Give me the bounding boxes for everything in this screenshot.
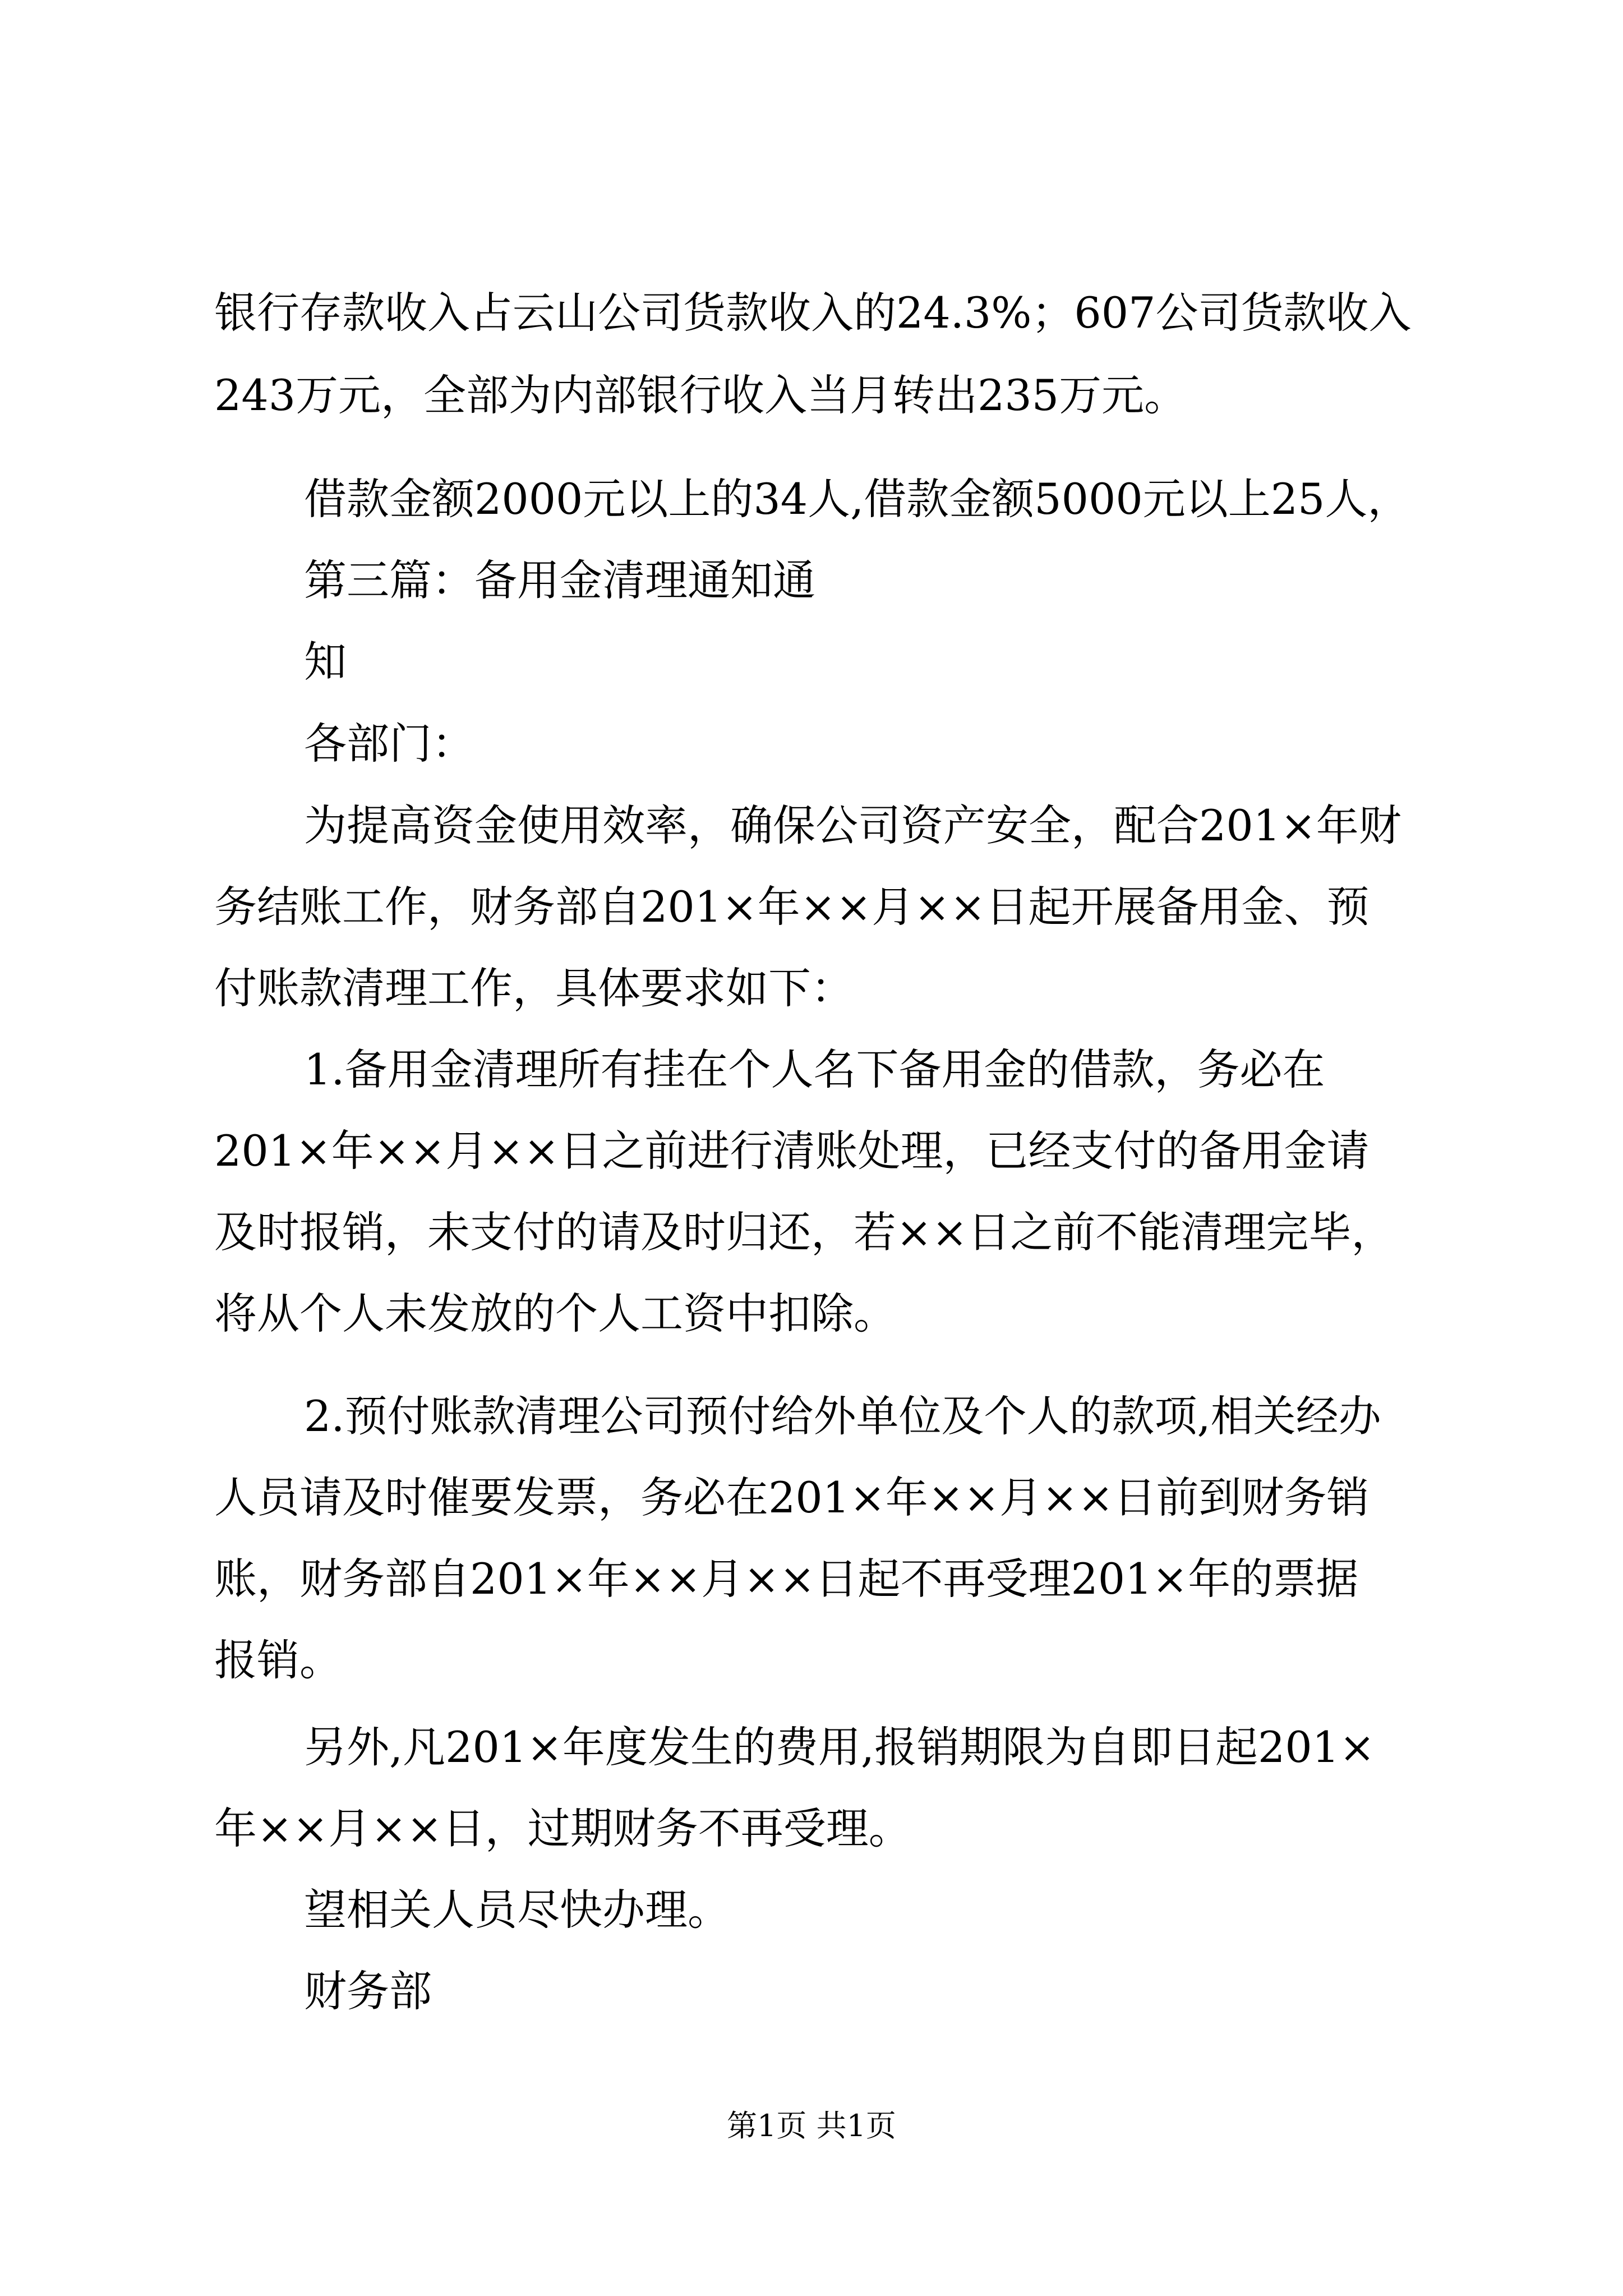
body-line-7: 为提高资金使用效率，确保公司资产安全，配合201×年财 xyxy=(304,800,1401,850)
body-line-9: 付账款清理工作，具体要求如下： xyxy=(214,963,854,1013)
note-line-1: 另外,凡201×年度发生的费用,报销期限为自即日起201× xyxy=(304,1722,1375,1772)
item-1-line-1: 1.备用金清理所有挂在个人名下备用金的借款，务必在 xyxy=(304,1045,1325,1094)
item-2-line-4: 报销。 xyxy=(214,1635,342,1685)
signature: 财务部 xyxy=(304,1966,432,2016)
note-line-2: 年××月××日，过期财务不再受理。 xyxy=(214,1803,911,1853)
body-line-3: 借款金额2000元以上的34人,借款金额5000元以上25人， xyxy=(304,474,1410,524)
item-1-line-2: 201×年××月××日之前进行清账处理，已经支付的备用金请 xyxy=(214,1126,1370,1176)
page-footer: 第1页 共1页 xyxy=(727,2108,896,2143)
body-line-2: 243万元，全部为内部银行收入当月转出235万元。 xyxy=(214,370,1187,420)
item-2-line-1: 2.预付账款清理公司预付给外单位及个人的款项,相关经办 xyxy=(304,1391,1381,1441)
body-line-8: 务结账工作，财务部自201×年××月××日起开展备用金、预 xyxy=(214,882,1370,932)
salutation: 各部门： xyxy=(304,719,474,769)
item-1-line-3: 及时报销，未支付的请及时归还，若××日之前不能清理完毕， xyxy=(214,1207,1394,1257)
item-1-line-4: 将从个人未发放的个人工资中扣除。 xyxy=(214,1289,896,1338)
section-heading: 第三篇：备用金清理通知通 xyxy=(304,555,815,605)
closing-line: 望相关人员尽快办理。 xyxy=(304,1885,730,1935)
item-2-line-2: 人员请及时催要发票，务必在201×年××月××日前到财务销 xyxy=(214,1473,1370,1522)
body-line-1: 银行存款收入占云山公司货款收入的24.3%；607公司货款收入 xyxy=(214,288,1412,338)
item-2-line-3: 账，财务部自201×年××月××日起不再受理201×年的票据 xyxy=(214,1554,1359,1604)
heading-continuation: 知 xyxy=(304,637,347,687)
